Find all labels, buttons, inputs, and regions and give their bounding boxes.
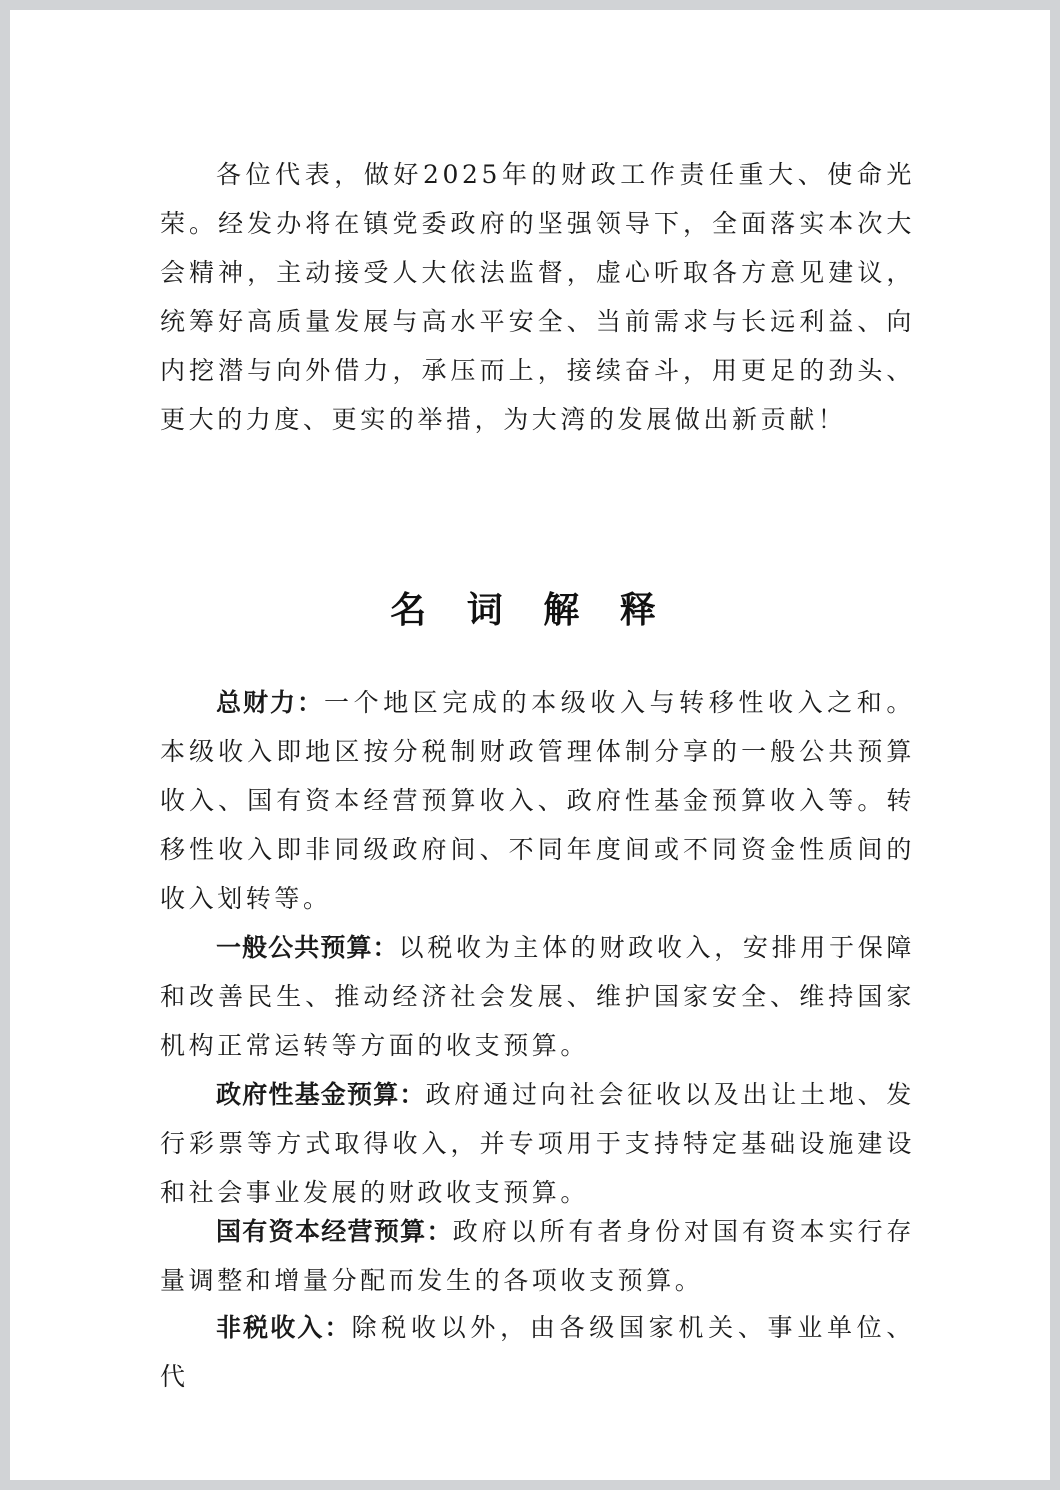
glossary-entry bbox=[160, 1070, 915, 1217]
closing-paragraph: 各位代表，做好2025年的财政工作责任重大、使命光荣。经发办将在镇党委政府的坚强领导下，全面落实本次大会精神，主动接受人大依法监督，虚心听取各方意见建议，统筹好高质量发展与高水平安全、当前需求与长远利益、向内挖潜与向外借力，承压而上，接续奋斗，用更足的劲头、更大的力度、更实的举措，为大湾的发展做出新贡献！ bbox=[160, 160, 915, 434]
document-page bbox=[10, 10, 1050, 1480]
glossary-term: 总财力： bbox=[216, 688, 324, 717]
glossary-term: 国有资本经营预算： bbox=[216, 1217, 453, 1246]
glossary-entry bbox=[160, 1207, 915, 1305]
glossary-definition: 除税收以外，由各级国家机关、事业单位、代 bbox=[160, 1313, 915, 1391]
glossary-definition: 政府通过向社会征收以及出让土地、发行彩票等方式取得收入，并专项用于支持特定基础设施建设和社会事业发展的财政收支预算。 bbox=[160, 1080, 915, 1207]
glossary-term: 非税收入： bbox=[216, 1313, 352, 1342]
glossary-entry bbox=[160, 1303, 915, 1401]
glossary-definition: 一个地区完成的本级收入与转移性收入之和。本级收入即地区按分税制财政管理体制分享的一般公共预算收入、国有资本经营预算收入、政府性基金预算收入等。转移性收入即非同级政府间、不同年度间或不同资金性质间的收入划转等。 bbox=[160, 688, 915, 913]
glossary-entry bbox=[160, 923, 915, 1070]
glossary-definition: 以税收为主体的财政收入，安排用于保障和改善民生、推动经济社会发展、维护国家安全、维持国家机构正常运转等方面的收支预算。 bbox=[160, 933, 915, 1060]
glossary-term: 政府性基金预算： bbox=[216, 1080, 426, 1109]
glossary-title: 名 词 解 释 bbox=[390, 589, 670, 631]
glossary-entry bbox=[160, 678, 915, 923]
glossary-term: 一般公共预算： bbox=[216, 933, 399, 962]
glossary-definition: 政府以所有者身份对国有资本实行存量调整和增量分配而发生的各项收支预算。 bbox=[160, 1217, 915, 1295]
